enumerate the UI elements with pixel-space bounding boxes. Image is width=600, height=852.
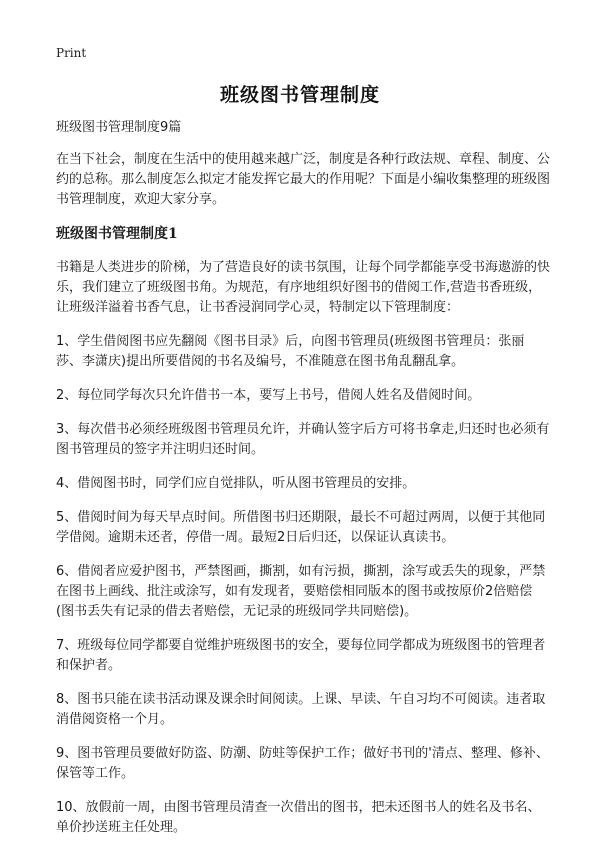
document-subtitle: 班级图书管理制度9篇 — [56, 120, 182, 135]
rule-item-6: 6、借阅者应爱护图书，严禁图画，撕割，如有污损，撕割，涂写或丢失的现象，严禁在图书上画线、批注或涂写，如有发现者，要赔偿相同版本的图书或按原价2倍赔偿(图书丢失有记录的借去者赔偿，无记录的班级同学共同赔偿)。 — [56, 564, 546, 619]
rule-item-10: 10、放假前一周，由图书管理员清查一次借出的图书，把未还图书人的姓名及书名、单价抄送班主任处理。 — [56, 800, 541, 835]
rule-item-9: 9、图书管理员要做好防盗、防潮、防蛀等保护工作；做好书刊的'清点、整理、修补、保管等工作。 — [56, 746, 549, 781]
rule-item-8: 8、图书只能在读书活动课及课余时间阅读。上课、早读、午自习均不可阅读。违者取消借阅资格一个月。 — [56, 692, 546, 727]
rule-item-4: 4、借阅图书时，同学们应自觉排队，听从图书管理员的安排。 — [56, 476, 416, 491]
rule-item-1: 1、学生借阅图书应先翻阅《图书目录》后，向图书管理员(班级图书管理员：张丽莎、李潇庆)提出所要借阅的书名及编号，不准随意在图书角乱翻乱拿。 — [56, 334, 525, 369]
rule-item-3: 3、每次借书必须经班级图书管理员允许，并确认签字后方可将书拿走,归还时也必须有图书管理员的签字并注明归还时间。 — [56, 422, 550, 457]
intro-paragraph: 在当下社会，制度在生活中的使用越来越广泛，制度是各种行政法规、章程、制度、公约的总称。那么制度怎么拟定才能发挥它最大的作用呢？下面是小编收集整理的班级图书管理制度，欢迎大家分享。 — [56, 152, 551, 207]
print-label[interactable]: Print — [56, 46, 87, 60]
section-heading: 班级图书管理制度1 — [56, 226, 178, 242]
rule-item-2: 2、每位同学每次只允许借书一本，要写上书号，借阅人姓名及借阅时间。 — [56, 388, 481, 403]
page-title: 班级图书管理制度 — [219, 84, 380, 106]
document-body — [56, 118, 550, 852]
section-intro-paragraph: 书籍是人类进步的阶梯，为了营造良好的读书氛围，让每个同学都能享受书海遨游的快乐，我们建立了班级图书角。为规范，有序地组织好图书的借阅工作,营造书香班级，让班级洋溢着书香气息，让书香浸润同学心灵，特制定以下管理制度： — [56, 260, 551, 315]
rule-item-7: 7、班级每位同学都要自觉维护班级图书的安全，要每位同学都成为班级图书的管理者和保护者。 — [56, 638, 546, 673]
rule-item-5: 5、借阅时间为每天早点时间。所借图书归还期限，最长不可超过两周，以便于其他同学借阅。逾期未还者，停借一周。最短2日后归还，以保证认真读书。 — [56, 510, 546, 545]
